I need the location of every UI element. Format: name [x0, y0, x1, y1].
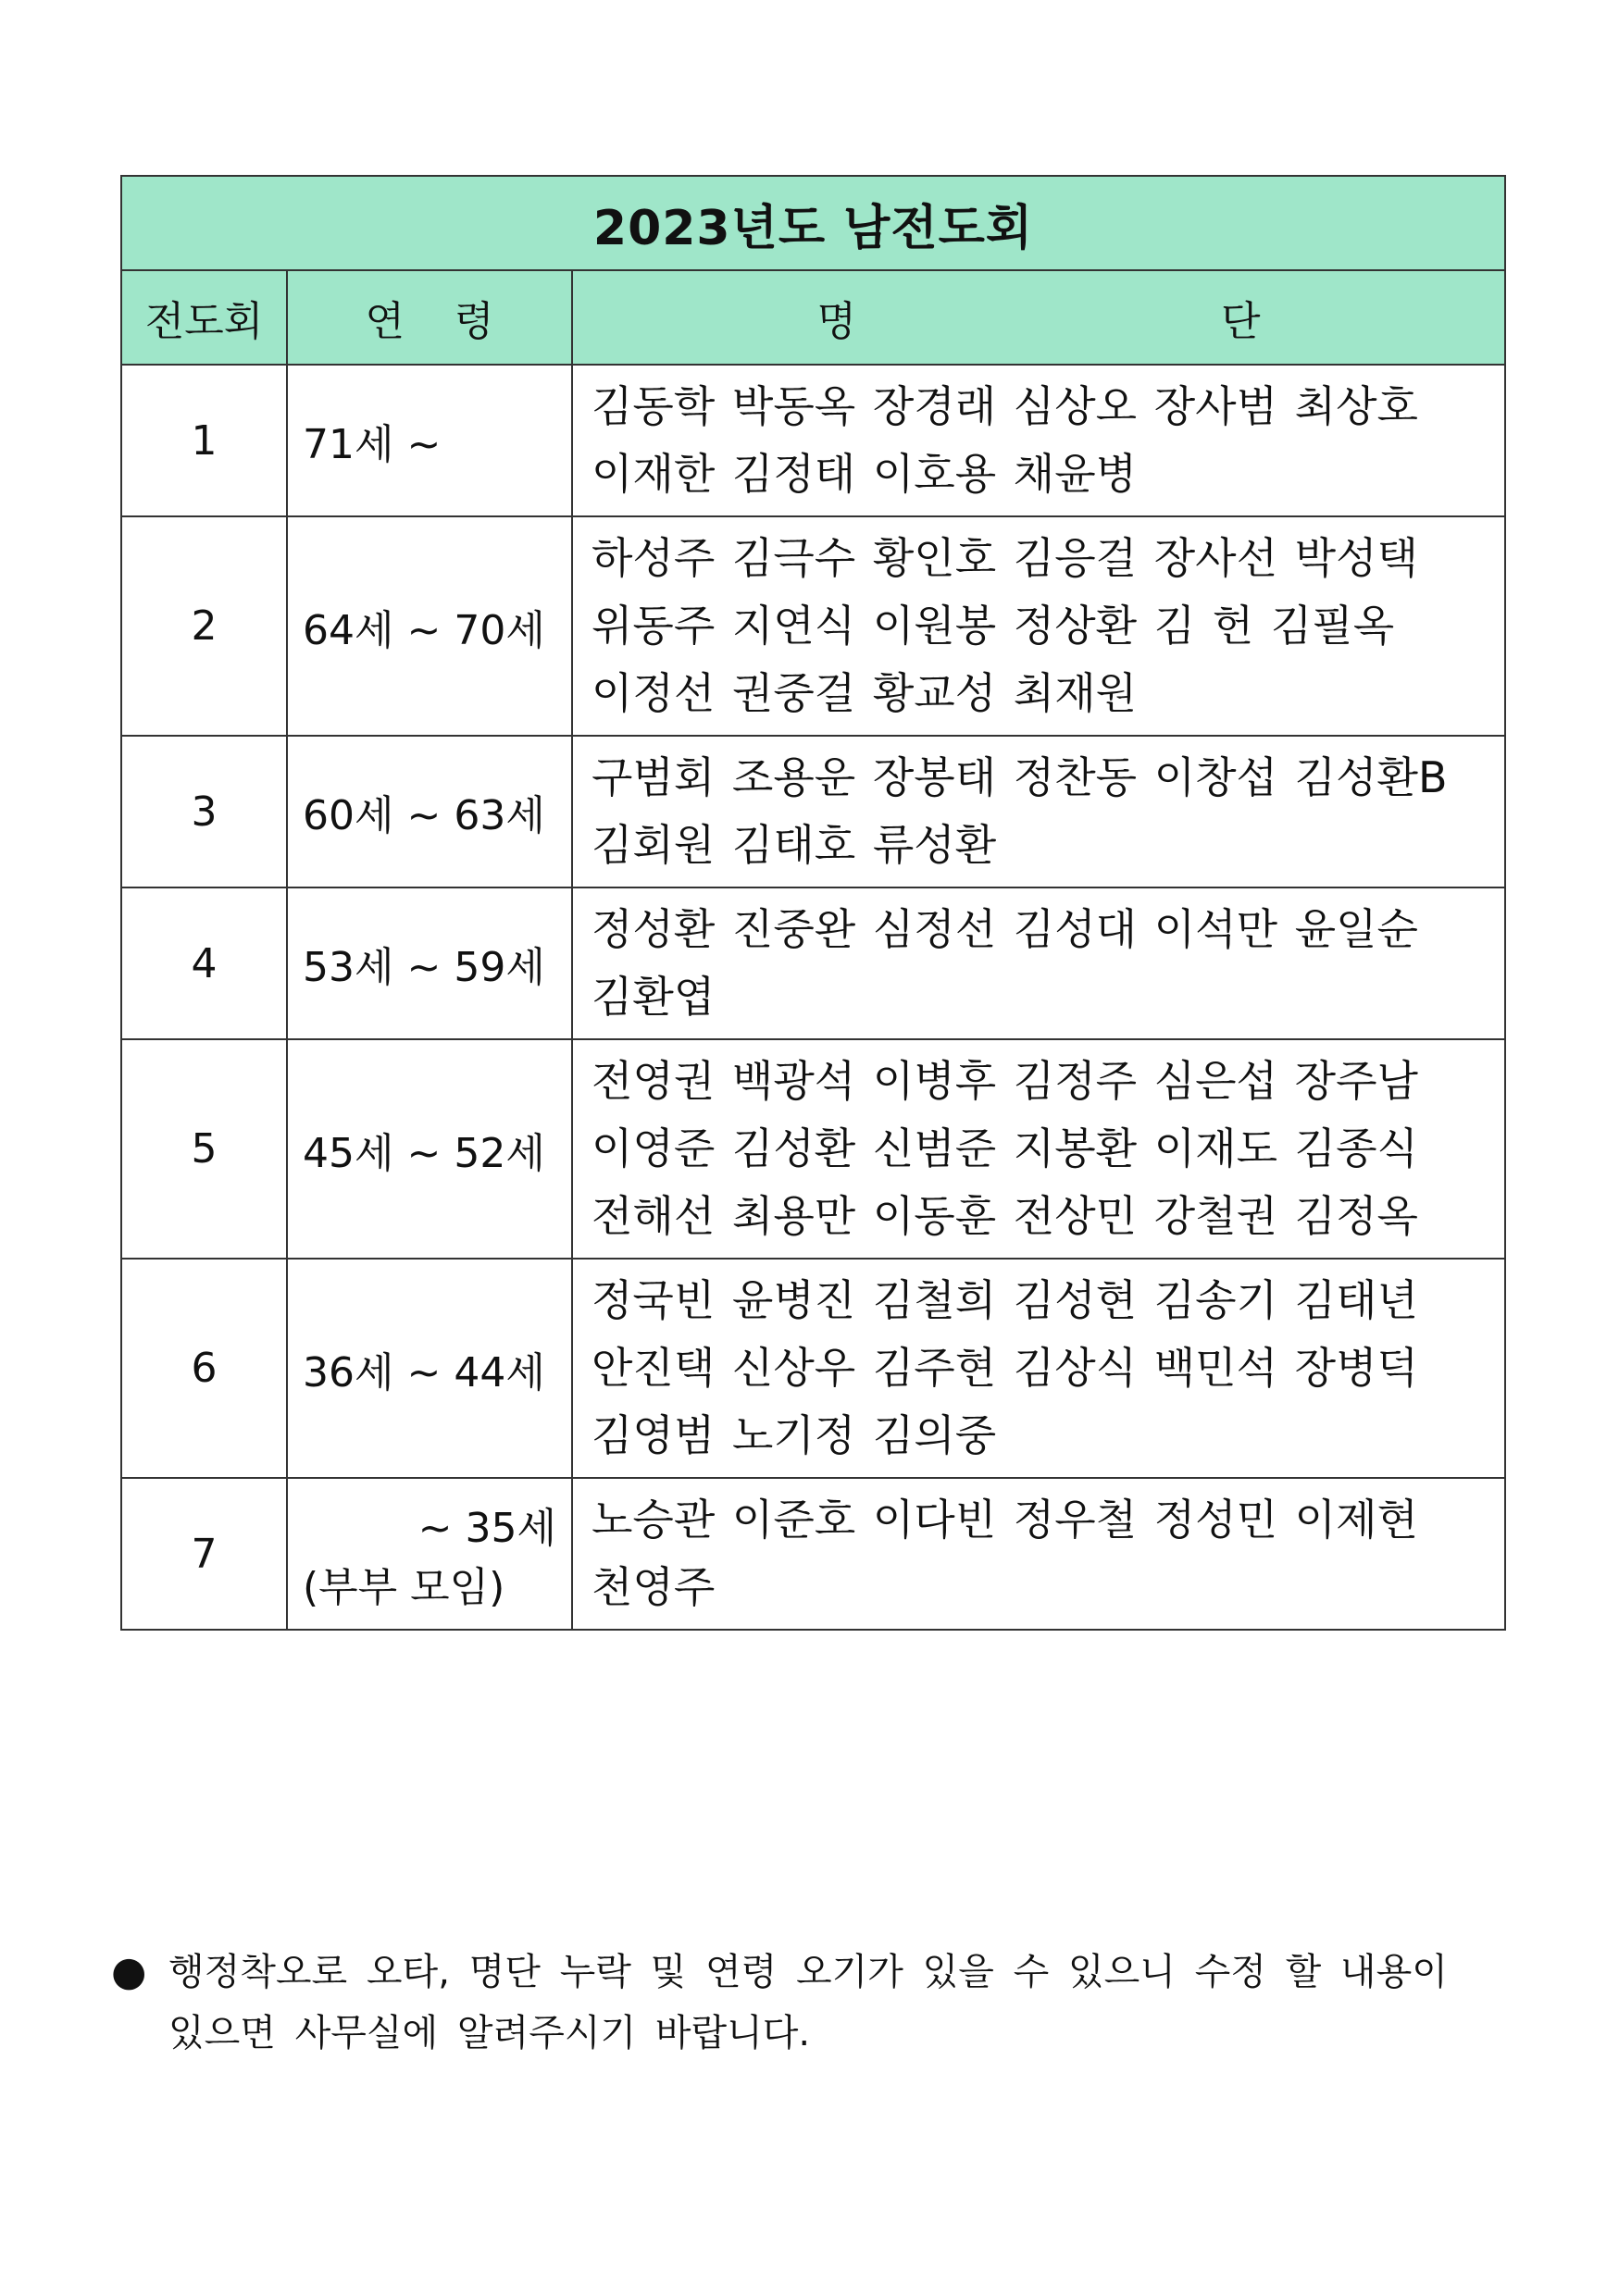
- age-range: 71세 ~: [287, 365, 572, 516]
- group-number: 5: [121, 1039, 287, 1259]
- age-range: 45세 ~ 52세: [287, 1039, 572, 1259]
- names-line: 구범회 조용운 장봉태 정찬동 이창섭 김성환B: [592, 752, 1448, 802]
- group-number: 7: [121, 1478, 287, 1630]
- notice-line: 행정착오로 오타, 명단 누락 및 연령 오기가 있을 수 있으니 수정 할 내용이: [168, 1951, 1448, 1993]
- age-range: 36세 ~ 44세: [287, 1259, 572, 1478]
- names-line: 김동학 박동옥 장경래 심상오 장사범 최상호: [592, 381, 1418, 431]
- group-number: 1: [121, 365, 287, 516]
- names-line: 이영준 김성환 신범준 지봉환 이재도 김종식: [592, 1123, 1418, 1173]
- names-line: 이정선 권중걸 황교성 최재원: [592, 668, 1138, 718]
- group-number: 4: [121, 887, 287, 1039]
- header-age: 연 령: [287, 270, 572, 365]
- member-names: [572, 516, 1505, 736]
- names-line: 정국빈 윤병진 김철희 김성현 김송기 김태년: [592, 1275, 1418, 1325]
- table-row: [121, 1039, 1505, 1259]
- names-line: 안진택 신상우 김주현 김상식 백민석 장병덕: [592, 1343, 1418, 1393]
- age-range: [287, 1478, 572, 1630]
- member-names: [572, 365, 1505, 516]
- table-row: [121, 1478, 1505, 1630]
- member-names: [572, 736, 1505, 887]
- age-range: 64세 ~ 70세: [287, 516, 572, 736]
- table-title: 2023년도 남전도회: [121, 176, 1505, 270]
- member-names: [572, 1478, 1505, 1630]
- names-line: 정성환 진중완 심정선 김성대 이석만 윤일순: [592, 904, 1418, 954]
- member-names: [572, 1039, 1505, 1259]
- names-line: 김환엽: [592, 972, 716, 1022]
- table-row: [121, 736, 1505, 887]
- names-line: 하성주 김극수 황인호 김응걸 장사선 박성택: [592, 533, 1418, 583]
- group-number: 6: [121, 1259, 287, 1478]
- notice: [111, 1942, 1518, 2064]
- age-range: 60세 ~ 63세: [287, 736, 572, 887]
- names-line: 노승관 이준호 이다빈 정우철 정성민 이제현: [592, 1495, 1418, 1545]
- member-names: [572, 1259, 1505, 1478]
- table-row: [121, 516, 1505, 736]
- member-names: [572, 887, 1505, 1039]
- bullet-icon: ●: [111, 1948, 147, 1995]
- age-range: 53세 ~ 59세: [287, 887, 572, 1039]
- names-line: 김영범 노기정 김의중: [592, 1410, 997, 1460]
- names-line: 이재한 김정태 이호용 채윤병: [592, 449, 1138, 499]
- names-line: 위동주 지연식 이원봉 정상환 김 헌 김필옥: [592, 601, 1395, 651]
- names-line: 전영권 백광석 이병후 김정주 심은섭 장주남: [592, 1056, 1418, 1106]
- table-row: [121, 1259, 1505, 1478]
- group-number: 3: [121, 736, 287, 887]
- names-line: 전해선 최용만 이동훈 전상민 강철권 김정옥: [592, 1191, 1418, 1241]
- roster-table: [120, 175, 1506, 1631]
- age-range-note: (부부 모임): [303, 1564, 505, 1611]
- table-row: [121, 365, 1505, 516]
- header-names: 명 단: [572, 270, 1505, 365]
- notice-line: 있으면 사무실에 알려주시기 바랍니다.: [168, 2012, 811, 2054]
- header-group: 전도회: [121, 270, 287, 365]
- names-line: 천영주: [592, 1562, 716, 1612]
- group-number: 2: [121, 516, 287, 736]
- names-line: 김회원 김태호 류성환: [592, 820, 997, 870]
- age-range-value: ~ 35세: [417, 1505, 556, 1552]
- table-row: [121, 887, 1505, 1039]
